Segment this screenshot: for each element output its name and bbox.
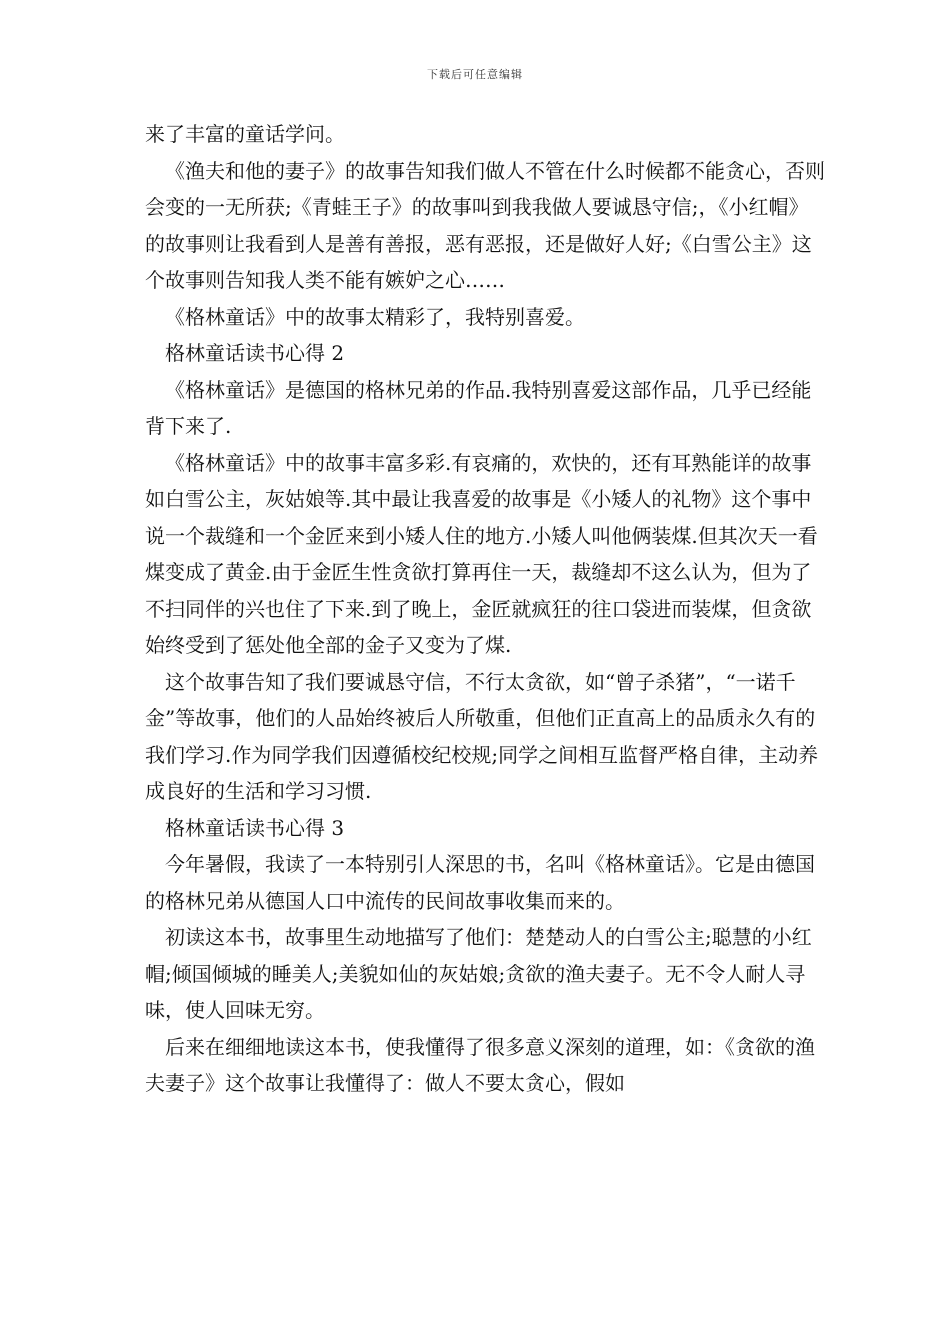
paragraph: 《格林童话》中的故事太精彩了，我特别喜爱。 <box>165 304 585 329</box>
paragraph: 《格林童话》是德国的格林兄弟的作品.我特别喜爱这部作品，几乎已经能背下来了. <box>145 377 812 438</box>
paragraph: 这个故事告知了我们要诚恳守信，不行太贪欲，如“曾子杀猪”，“一诺千金”等故事，他们的人品始终被后人所敬重，但他们正直高上的品质永久有的我们学习.作为同学我们因遵循校纪校规;同学之间相互监督严格自律，主动养成良好的生活和学习习惯. <box>145 669 819 803</box>
paragraph: 《渔夫和他的妻子》的故事告知我们做人不管在什么时候都不能贪心，否则会变的一无所获;《青蛙王子》的故事叫到我我做人要诚恳守信;，《小红帽》的故事则让我看到人是善有善报，恶有恶报，还是做好人好;《白雪公主》这个故事则告知我人类不能有嫉妒之心…… <box>145 158 825 292</box>
section-heading: 格林童话读书心得 2 <box>165 341 345 365</box>
paragraph: 《格林童话》中的故事丰富多彩.有哀痛的，欢快的，还有耳熟能详的故事如白雪公主，灰姑娘等.其中最让我喜爱的故事是《小矮人的礼物》这个事中说一个裁缝和一个金匠来到小矮人住的地方.小矮人叫他俩装煤.但其次天一看煤变成了黄金.由于金匠生性贪欲打算再住一天，裁缝却不这么认为，但为了不扫同伴的兴也住了下来.到了晚上，金匠就疯狂的往口袋进而装煤，但贪欲始终受到了惩处他全部的金子又变为了煤. <box>145 450 818 657</box>
page-header: 下载后可任意编辑 <box>427 68 523 81</box>
paragraph: 初读这本书，故事里生动地描写了他们：楚楚动人的白雪公主;聪慧的小红帽;倾国倾城的睡美人;美貌如仙的灰姑娘;贪欲的渔夫妻子。无不令人耐人寻味，使人回味无穷。 <box>145 925 812 1022</box>
paragraph: 来了丰富的童话学问。 <box>145 122 345 146</box>
document-body <box>145 116 825 1102</box>
paragraph: 后来在细细地读这本书，使我懂得了很多意义深刻的道理，如：《贪欲的渔夫妻子》这个故事让我懂得了：做人不要太贪心，假如 <box>145 1034 815 1095</box>
section-heading: 格林童话读书心得 3 <box>165 815 345 840</box>
paragraph: 今年暑假，我读了一本特别引人深思的书，名叫《格林童话》。它是由德国的格林兄弟从德国人口中流传的民间故事收集而来的。 <box>145 852 815 913</box>
